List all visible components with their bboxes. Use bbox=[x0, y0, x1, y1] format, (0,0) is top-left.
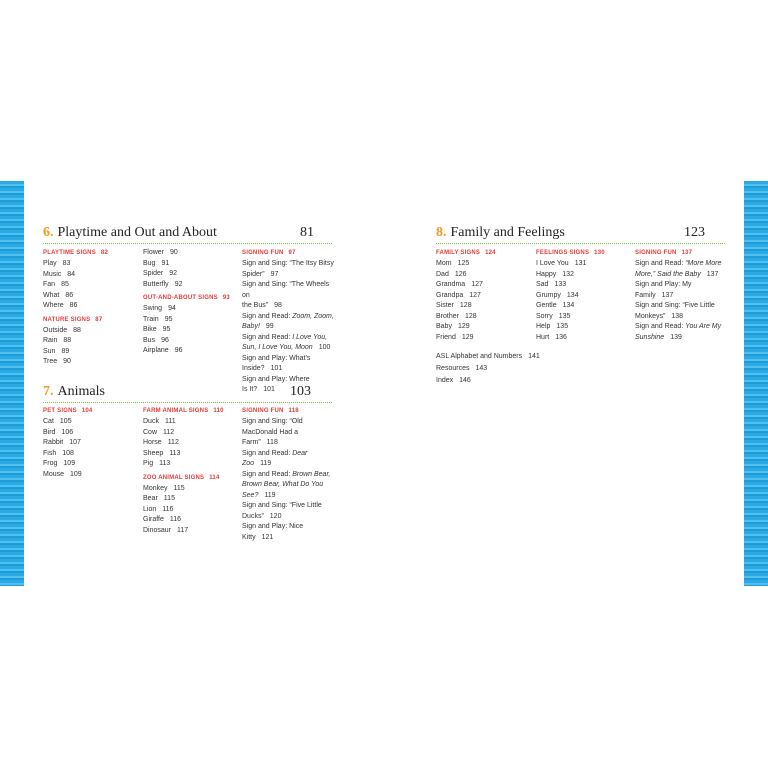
list-item[interactable]: Brother 128 bbox=[436, 312, 477, 320]
list-item[interactable]: Sign and Sing: “The Wheels on the Bus” 98 bbox=[242, 281, 330, 309]
category-heading: SIGNING FUN 97 bbox=[242, 250, 296, 256]
list-item[interactable]: I Love You 131 bbox=[536, 260, 587, 267]
dotted-divider bbox=[43, 243, 332, 244]
column-1 bbox=[436, 248, 531, 343]
list-item[interactable]: Cat 105 bbox=[43, 418, 72, 425]
column-3 bbox=[635, 248, 727, 343]
list-item[interactable]: Sign and Sing: “Five Little Ducks” 120 bbox=[242, 502, 322, 520]
column-3 bbox=[242, 406, 334, 543]
category-heading: FEELINGS SIGNS 130 bbox=[536, 250, 605, 256]
list-item[interactable]: Sign and Sing: “Five Little Monkeys” 138 bbox=[635, 302, 715, 320]
dotted-divider bbox=[43, 402, 332, 403]
section-heading bbox=[43, 225, 217, 245]
category-heading: FARM ANIMAL SIGNS 110 bbox=[143, 408, 224, 414]
section-title: Playtime and Out and About bbox=[57, 225, 217, 240]
list-item[interactable]: Gentle 134 bbox=[536, 302, 575, 309]
list-item[interactable]: Sad 133 bbox=[536, 281, 567, 288]
list-item[interactable]: Swing 94 bbox=[143, 305, 176, 312]
list-item[interactable]: Friend 129 bbox=[436, 333, 474, 341]
back-matter-list bbox=[436, 351, 616, 387]
list-item[interactable]: Mouse 109 bbox=[43, 470, 82, 478]
list-item[interactable]: Sign and Play: What’s Inside? 101 bbox=[242, 354, 311, 372]
list-item[interactable]: Happy 132 bbox=[536, 270, 574, 278]
category-heading: OUT-AND-ABOUT SIGNS 93 bbox=[143, 295, 230, 301]
list-item[interactable]: Sign and Play: Where Is It? 101 bbox=[242, 375, 310, 393]
list-item[interactable]: Sign and Play: Nice Kitty 121 bbox=[242, 523, 304, 541]
column-3 bbox=[242, 248, 334, 396]
list-item[interactable]: Sign and Read: I Love You, Sun, I Love You, Moon 100 bbox=[242, 333, 331, 351]
category-heading: PLAYTIME SIGNS 82 bbox=[43, 250, 108, 256]
column-2 bbox=[143, 248, 238, 357]
list-item[interactable]: Sheep 113 bbox=[143, 449, 181, 457]
list-item[interactable]: Outside 88 bbox=[43, 326, 81, 334]
section-heading bbox=[436, 225, 565, 245]
list-item[interactable]: Where 86 bbox=[43, 302, 78, 309]
list-item[interactable]: Sign and Read: Dear Zoo 119 bbox=[242, 449, 308, 467]
list-item[interactable]: Sign and Read: “More More More,” Said the Baby 137 bbox=[635, 260, 722, 278]
column-1 bbox=[43, 406, 138, 480]
list-item[interactable]: Tree 90 bbox=[43, 358, 71, 365]
list-item[interactable]: Sign and Sing: “The Itsy Bitsy Spider” 97 bbox=[242, 260, 334, 278]
list-item[interactable]: Airplane 96 bbox=[143, 347, 183, 354]
right-page-edge-stripes bbox=[744, 181, 768, 586]
list-item[interactable]: Fan 85 bbox=[43, 281, 69, 288]
list-item[interactable]: Index 146 bbox=[436, 377, 471, 384]
list-item[interactable]: Spider 92 bbox=[143, 270, 178, 277]
list-item[interactable]: Sign and Read: You Are My Sunshine 139 bbox=[635, 323, 722, 341]
list-item[interactable]: Help 135 bbox=[536, 323, 569, 330]
list-item[interactable]: Sister 128 bbox=[436, 302, 472, 309]
column-1 bbox=[43, 248, 138, 368]
list-item[interactable]: Monkey 115 bbox=[143, 484, 185, 492]
list-item[interactable]: Hurt 136 bbox=[536, 333, 567, 341]
dotted-divider bbox=[436, 243, 725, 244]
list-item[interactable]: Pig 113 bbox=[143, 460, 171, 467]
section-number: 8. bbox=[436, 225, 447, 240]
list-item[interactable]: Sign and Read: Brown Bear, Brown Bear, What Do You See? 119 bbox=[242, 470, 331, 499]
list-item[interactable]: Frog 109 bbox=[43, 460, 76, 467]
section-title: Animals bbox=[57, 384, 105, 399]
section-number: 7. bbox=[43, 384, 54, 399]
list-item[interactable]: Horse 112 bbox=[143, 439, 179, 446]
list-item[interactable]: Resources 143 bbox=[436, 365, 488, 372]
list-item[interactable]: Mom 125 bbox=[436, 260, 470, 267]
column-2 bbox=[536, 248, 631, 343]
list-item[interactable]: Dad 126 bbox=[436, 270, 467, 278]
list-item[interactable]: Butterfly 92 bbox=[143, 280, 183, 288]
section-page-number: 81 bbox=[300, 225, 314, 240]
list-item[interactable]: Grumpy 134 bbox=[536, 291, 579, 299]
list-item[interactable]: Bus 96 bbox=[143, 336, 169, 344]
section-heading bbox=[43, 384, 105, 404]
section-7 bbox=[43, 384, 332, 539]
list-item[interactable]: Fish 108 bbox=[43, 449, 74, 457]
list-item[interactable]: Dinosaur 117 bbox=[143, 526, 189, 534]
list-item[interactable]: Giraffe 116 bbox=[143, 516, 182, 523]
list-item[interactable]: Bird 106 bbox=[43, 428, 74, 436]
list-item[interactable]: What 86 bbox=[43, 291, 74, 299]
section-title: Family and Feelings bbox=[450, 225, 565, 240]
list-item[interactable]: Grandma 127 bbox=[436, 281, 483, 288]
column-2 bbox=[143, 406, 238, 536]
category-heading: FAMILY SIGNS 124 bbox=[436, 250, 496, 256]
list-item[interactable]: Rain 88 bbox=[43, 337, 72, 344]
list-item[interactable]: Music 84 bbox=[43, 270, 76, 278]
section-page-number: 103 bbox=[290, 384, 311, 399]
list-item[interactable]: Rabbit 107 bbox=[43, 439, 81, 446]
list-item[interactable]: Duck 111 bbox=[143, 418, 176, 425]
list-item[interactable]: Bear 115 bbox=[143, 495, 175, 502]
list-item[interactable]: Bug 91 bbox=[143, 259, 170, 267]
category-heading: PET SIGNS 104 bbox=[43, 408, 93, 414]
category-heading: SIGNING FUN 118 bbox=[242, 408, 299, 414]
list-item[interactable]: Lion 116 bbox=[143, 505, 174, 513]
list-item[interactable]: ASL Alphabet and Numbers 141 bbox=[436, 353, 540, 360]
left-page-edge-stripes bbox=[0, 181, 24, 586]
section-number: 6. bbox=[43, 225, 54, 240]
list-item[interactable]: Sun 89 bbox=[43, 347, 70, 355]
list-item[interactable]: Sorry 135 bbox=[536, 312, 571, 320]
category-heading: SIGNING FUN 137 bbox=[635, 250, 693, 256]
category-heading: ZOO ANIMAL SIGNS 114 bbox=[143, 474, 220, 481]
section-page-number: 123 bbox=[684, 225, 705, 240]
list-item[interactable]: Grandpa 127 bbox=[436, 291, 481, 299]
list-item[interactable]: Train 95 bbox=[143, 315, 173, 323]
category-heading: NATURE SIGNS 87 bbox=[43, 316, 103, 323]
list-item[interactable]: Baby 129 bbox=[436, 323, 470, 330]
list-item[interactable]: Sign and Sing: “Old MacDonald Had a Farm” 118 bbox=[242, 418, 303, 446]
list-item[interactable]: Play 83 bbox=[43, 260, 71, 267]
list-item[interactable]: Flower 90 bbox=[143, 249, 178, 256]
list-item[interactable]: Cow 112 bbox=[143, 428, 175, 436]
list-item[interactable]: Sign and Read: Zoom, Zoom, Baby! 99 bbox=[242, 312, 334, 330]
list-item[interactable]: Bike 95 bbox=[143, 326, 171, 333]
list-item[interactable]: Sign and Play: My Family 137 bbox=[635, 281, 692, 299]
